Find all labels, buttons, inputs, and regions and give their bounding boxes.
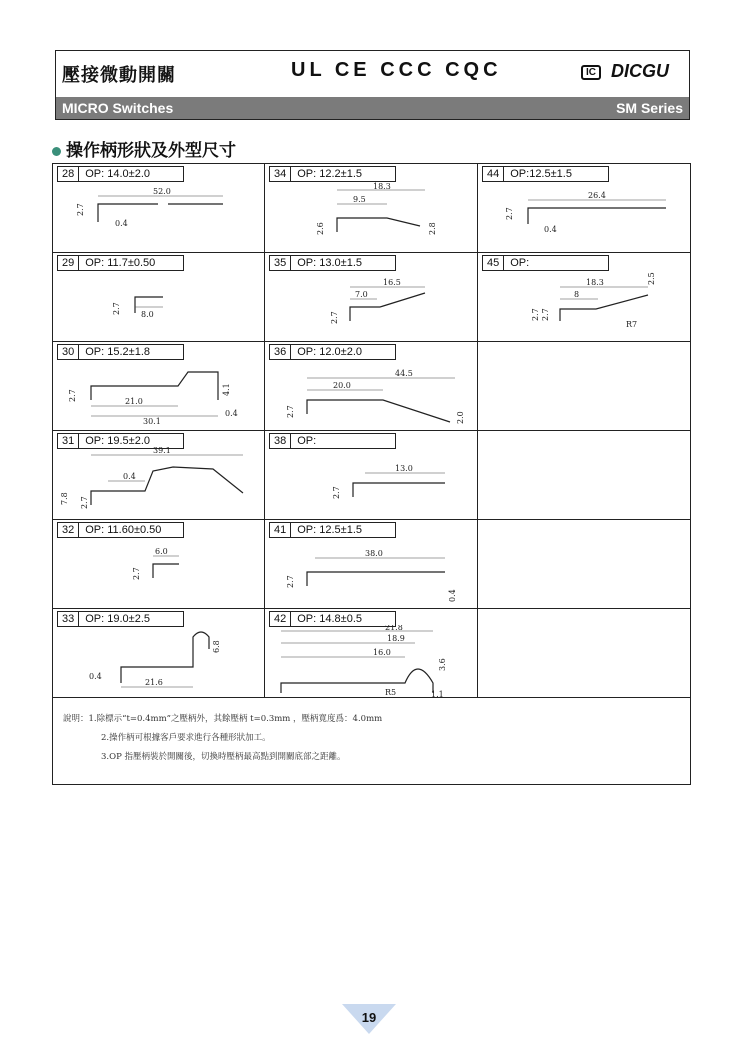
svg-text:21.0: 21.0 [125,397,143,406]
lever-label: 44 OP:12.5±1.5 [482,166,609,182]
svg-text:2.7: 2.7 [541,308,550,321]
lever-label: 28 OP: 14.0±2.0 [57,166,184,182]
section-title-text: 操作柄形狀及外型尺寸 [66,141,236,161]
lever-label: 29 OP: 11.7±0.50 [57,255,184,271]
lever-cell-empty-4 [478,609,690,697]
svg-text:2.7: 2.7 [286,405,295,418]
svg-text:R7: R7 [626,320,638,329]
lever-drawing-42 [265,625,478,697]
svg-text:6.8: 6.8 [212,640,221,653]
lever-label: 42 OP: 14.8±0.5 [269,611,396,627]
lever-drawing-45 [478,269,690,341]
lever-cell-31 [53,431,265,520]
svg-text:13.0: 13.0 [395,464,413,473]
svg-text:44.5: 44.5 [395,369,413,378]
svg-text:2.7: 2.7 [68,389,77,402]
lever-cell-29 [53,253,265,342]
header-subtitle-left: MICRO Switches [62,100,174,116]
lever-drawing-44 [478,180,690,252]
lever-cell-45 [478,253,690,342]
lever-grid [52,163,691,698]
svg-text:2.7: 2.7 [332,486,341,499]
svg-text:18.3: 18.3 [373,182,391,191]
svg-text:7.8: 7.8 [60,492,69,505]
svg-text:38.0: 38.0 [365,549,383,558]
lever-label: 32 OP: 11.60±0.50 [57,522,184,538]
svg-text:2.7: 2.7 [76,203,85,216]
note-1: 說明：1.除標示“t=0.4mm”之壓柄外，其餘壓柄 t=0.3mm ，壓柄寬度爲：4.0mm [63,714,383,724]
lever-label: 33 OP: 19.0±2.5 [57,611,184,627]
svg-text:6.0: 6.0 [155,547,168,556]
svg-text:0.4: 0.4 [115,219,128,228]
lever-cell-30 [53,342,265,431]
svg-text:8: 8 [574,290,580,299]
lever-label: 34 OP: 12.2±1.5 [269,166,396,182]
brand [581,61,669,82]
svg-text:16.5: 16.5 [383,278,401,287]
svg-text:20.0: 20.0 [333,381,351,390]
svg-text:2.7: 2.7 [330,311,339,324]
lever-cell-33 [53,609,265,697]
lever-cell-38 [265,431,478,520]
svg-text:0.4: 0.4 [225,409,238,418]
lever-label: 36 OP: 12.0±2.0 [269,344,396,360]
page-number [342,1004,396,1034]
section-title [52,136,236,161]
brand-name: DICGU [611,61,669,81]
lever-drawing-38 [265,447,478,519]
lever-drawing-35 [265,269,478,341]
svg-text:18.3: 18.3 [586,278,604,287]
svg-text:2.7: 2.7 [132,567,141,580]
svg-text:0.4: 0.4 [89,672,102,681]
svg-text:1.1: 1.1 [431,690,444,697]
lever-cell-44 [478,164,690,253]
note-3: 3.OP 指壓柄裝於開關後，切換時壓柄最高點到開關底部之距離。 [101,752,346,762]
lever-drawing-29 [53,269,265,341]
svg-text:2.7: 2.7 [286,575,295,588]
lever-drawing-32 [53,536,265,608]
svg-text:2.7: 2.7 [112,302,121,315]
svg-text:39.1: 39.1 [153,447,171,455]
svg-text:0.4: 0.4 [544,225,557,234]
lever-label: 41 OP: 12.5±1.5 [269,522,396,538]
bullet-icon [52,147,61,156]
svg-text:2.7: 2.7 [80,496,89,509]
certification-marks: UL CE CCC CQC [291,59,502,81]
svg-text:2.7: 2.7 [505,207,514,220]
lever-drawing-28 [53,180,265,252]
page-number-text: 19 [361,1010,377,1025]
lever-drawing-36 [265,358,478,430]
lever-cell-34 [265,164,478,253]
svg-text:16.0: 16.0 [373,648,391,657]
svg-text:18.9: 18.9 [387,634,405,643]
svg-text:7.0: 7.0 [355,290,368,299]
svg-text:21.8: 21.8 [385,625,403,632]
lever-cell-41 [265,520,478,609]
svg-text:2.7: 2.7 [531,308,540,321]
lever-cell-36 [265,342,478,431]
svg-text:0.4: 0.4 [123,472,136,481]
lever-cell-35 [265,253,478,342]
lever-label: 35 OP: 13.0±1.5 [269,255,396,271]
svg-text:52.0: 52.0 [153,187,171,196]
svg-text:8.0: 8.0 [141,310,154,319]
lever-label: 31 OP: 19.5±2.0 [57,433,184,449]
svg-text:2.6: 2.6 [316,222,325,235]
svg-text:9.5: 9.5 [353,195,366,204]
svg-text:30.1: 30.1 [143,417,161,426]
lever-cell-empty-3 [478,520,690,609]
svg-text:2.0: 2.0 [456,411,465,424]
lever-cell-empty-2 [478,431,690,520]
lever-label: 30 OP: 15.2±1.8 [57,344,184,360]
lever-label: 38 OP: [269,433,396,449]
lever-drawing-30 [53,358,265,430]
lever-cell-32 [53,520,265,609]
svg-text:0.4: 0.4 [448,589,457,602]
lever-label: 45 OP: [482,255,609,271]
svg-text:21.6: 21.6 [145,678,163,687]
header-subtitle-right: SM Series [616,100,683,116]
svg-text:2.5: 2.5 [647,272,656,285]
lever-drawing-31 [53,447,265,519]
svg-text:R5: R5 [385,688,397,697]
lever-cell-empty-1 [478,342,690,431]
lever-cell-28 [53,164,265,253]
svg-text:4.1: 4.1 [222,383,231,396]
page-header [55,50,690,120]
lever-cell-42 [265,609,478,697]
notes-box [52,696,691,785]
brand-badge: IC [581,65,601,80]
svg-text:26.4: 26.4 [588,191,606,200]
note-2: 2.操作柄可根據客戶要求進行各種形狀加工。 [101,733,271,743]
svg-text:3.6: 3.6 [438,658,447,671]
lever-drawing-34 [265,180,478,252]
lever-drawing-33 [53,625,265,697]
header-subbar [56,97,689,119]
lever-drawing-41 [265,536,478,608]
header-title: 壓接微動開關 [62,65,176,86]
svg-text:2.8: 2.8 [428,222,437,235]
